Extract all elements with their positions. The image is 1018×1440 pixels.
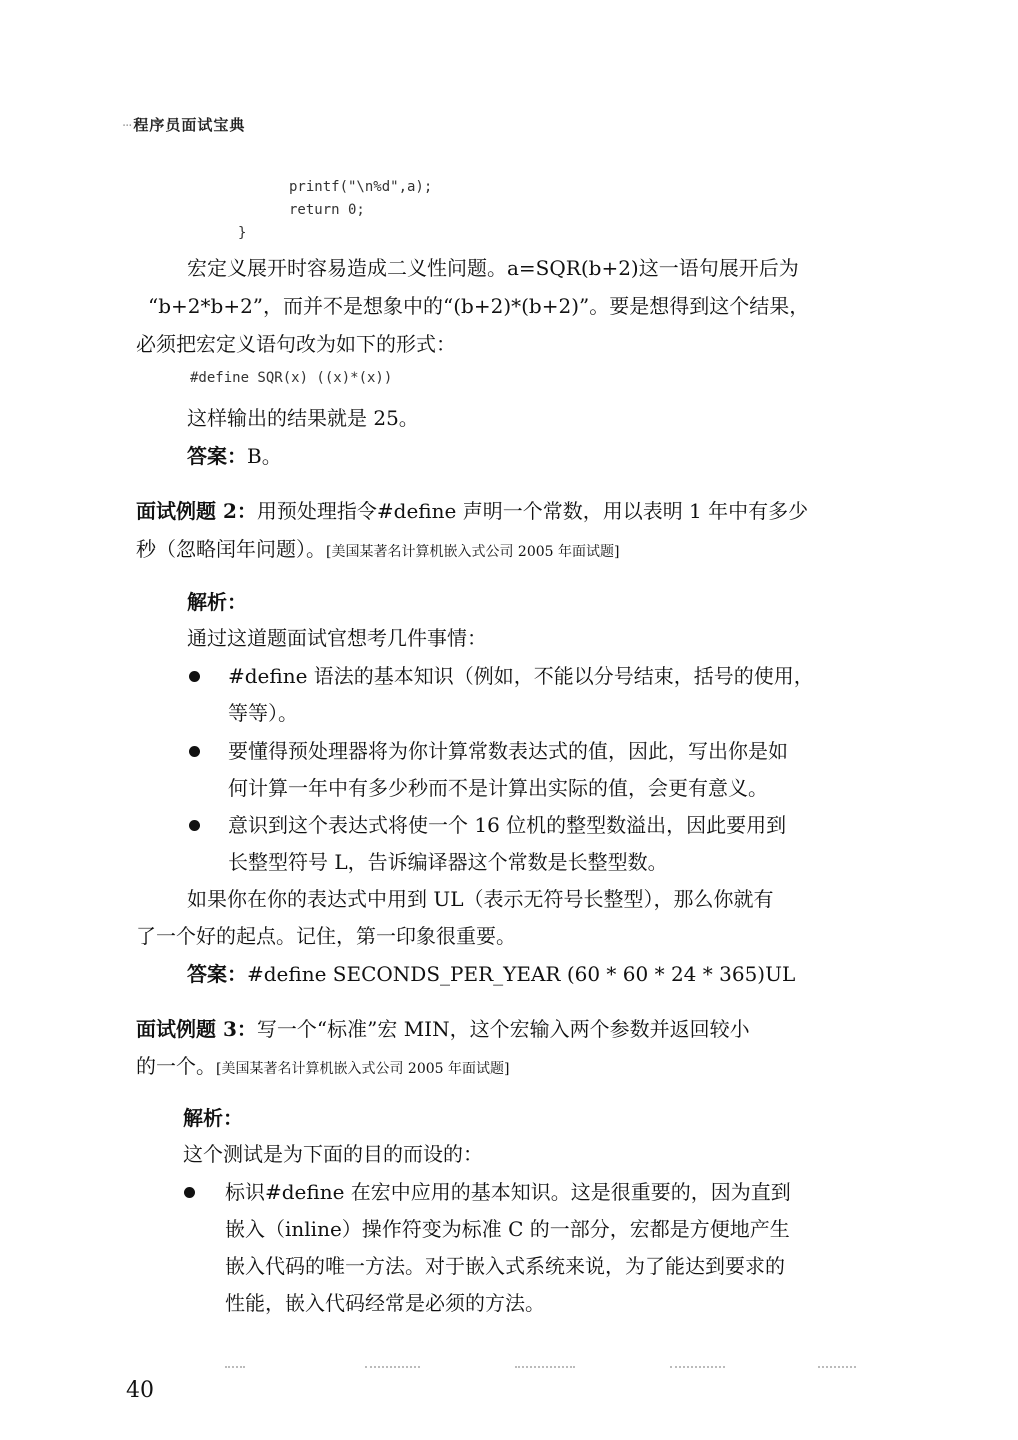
explanation-line: “b+2*b+2”，而并不是想象中的“(b+2)*(b+2)”。要是想得到这个结果，	[148, 294, 810, 318]
footer-divider	[515, 1366, 575, 1368]
q2-bullet2-line: 何计算一年中有多少秒而不是计算出实际的值，会更有意义。	[228, 776, 768, 800]
q2-line1	[136, 495, 808, 528]
book-title: 程序员面试宝典	[133, 116, 246, 134]
q2-source: [美国某著名计算机嵌入式公司 2005 年面试题]	[326, 544, 620, 560]
q2-label: 面试例题 2：	[136, 499, 257, 523]
footer-divider	[818, 1366, 856, 1368]
q2-intro: 通过这道题面试官想考几件事情：	[187, 626, 487, 650]
q3-text: 写一个“标准”宏 MIN，这个宏输入两个参数并返回较小	[256, 1017, 750, 1041]
code-line: }	[238, 225, 247, 241]
q3-source: [美国某著名计算机嵌入式公司 2005 年面试题]	[216, 1061, 510, 1077]
q3-bullet1-line: 嵌入（inline）操作符变为标准 C 的一部分，宏都是方便地产生	[225, 1217, 790, 1241]
explanation-line: 宏定义展开时容易造成二义性问题。a=SQR(b+2)这一语句展开后为	[187, 256, 799, 280]
q3-analysis-label: 解析：	[183, 1106, 243, 1130]
q2-answer	[187, 958, 795, 991]
q2-bullet2-line: 要懂得预处理器将为你计算常数表达式的值，因此，写出你是如	[228, 739, 788, 763]
q3-text-cont: 的一个。	[136, 1054, 216, 1078]
q3-line2	[136, 1050, 509, 1083]
code-line: printf("\n%d",a);	[289, 179, 433, 195]
q2-text-cont: 秒（忽略闰年问题）。	[136, 537, 326, 561]
q2-line2	[136, 533, 619, 566]
result-text: 这样输出的结果就是 25。	[187, 406, 419, 430]
q3-bullet1-line: 嵌入代码的唯一方法。对于嵌入式系统来说，为了能达到要求的	[225, 1254, 785, 1278]
q3-intro: 这个测试是为下面的目的而设的：	[183, 1142, 483, 1166]
q2-text: 用预处理指令#define 声明一个常数，用以表明 1 年中有多少	[256, 499, 809, 523]
q2-closing-line: 如果你在你的表达式中用到 UL（表示无符号长整型），那么你就有	[187, 887, 774, 911]
explanation-line: 必须把宏定义语句改为如下的形式：	[136, 332, 456, 356]
q3-line1	[136, 1013, 750, 1046]
footer-divider	[225, 1366, 245, 1368]
answer-label: 答案：	[187, 444, 247, 468]
answer-value: #define SECONDS_PER_YEAR (60 * 60 * 24 * 365)UL	[247, 962, 796, 986]
bullet-icon	[184, 1187, 195, 1198]
q2-bullet1-line: #define 语法的基本知识（例如，不能以分号结束，括号的使用，	[228, 664, 814, 688]
answer-1	[187, 440, 282, 473]
header-marker: ···	[122, 119, 132, 134]
q2-bullet3-line: 长整型符号 L，告诉编译器这个常数是长整型数。	[228, 850, 668, 874]
q3-label: 面试例题 3：	[136, 1017, 257, 1041]
define-code: #define SQR(x) ((x)*(x))	[190, 370, 393, 386]
q2-closing-line: 了一个好的起点。记住，第一印象很重要。	[136, 924, 516, 948]
footer-divider	[365, 1366, 420, 1368]
q3-bullet1-line: 标识#define 在宏中应用的基本知识。这是很重要的，因为直到	[225, 1180, 791, 1204]
bullet-icon	[189, 671, 200, 682]
running-header	[122, 114, 245, 135]
q2-bullet1-line: 等等）。	[228, 701, 298, 725]
footer-divider	[670, 1366, 725, 1368]
answer-label: 答案：	[187, 962, 247, 986]
answer-value: B。	[247, 444, 282, 468]
q2-bullet3-line: 意识到这个表达式将使一个 16 位机的整型数溢出，因此要用到	[228, 813, 787, 837]
bullet-icon	[189, 746, 200, 757]
q3-bullet1-line: 性能，嵌入代码经常是必须的方法。	[225, 1291, 545, 1315]
q2-analysis-label: 解析：	[187, 590, 247, 614]
code-line: return 0;	[289, 202, 365, 218]
page-number: 40	[126, 1378, 154, 1403]
bullet-icon	[189, 820, 200, 831]
